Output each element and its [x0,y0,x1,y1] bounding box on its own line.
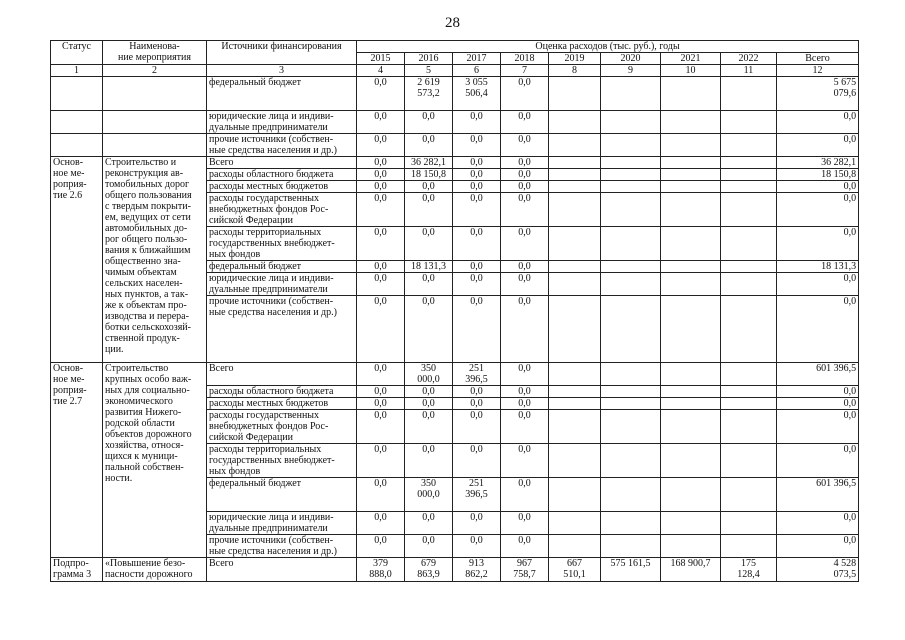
year-value [661,193,721,227]
year-value [601,261,661,273]
year-value [601,535,661,558]
funding-source: федеральный бюджет [207,77,357,111]
year-value [721,478,777,512]
table-row [51,157,859,169]
funding-source: федеральный бюджет [207,478,357,512]
year-value [549,111,601,134]
year-value [721,261,777,273]
year-value [721,134,777,157]
year-value [549,261,601,273]
year-value: 0,0 [405,444,453,478]
year-value: 0,0 [357,363,405,386]
year-value [661,296,721,363]
col-num: 9 [601,65,661,77]
total-value: 0,0 [777,296,859,363]
year-value [601,296,661,363]
year-value [601,410,661,444]
year-value: 0,0 [453,296,501,363]
year-value [721,169,777,181]
year-value [549,181,601,193]
year-value: 0,0 [453,157,501,169]
name-cell [103,77,207,111]
year-value: 0,0 [453,512,501,535]
year-value [549,157,601,169]
year-value [721,273,777,296]
year-value: 0,0 [501,512,549,535]
year-value [721,157,777,169]
year-value: 36 282,1 [405,157,453,169]
year-value [549,296,601,363]
year-value: 0,0 [357,478,405,512]
year-value: 0,0 [453,193,501,227]
year-value [601,444,661,478]
year-value: 667 510,1 [549,558,601,582]
year-value [549,169,601,181]
year-value: 967 758,7 [501,558,549,582]
funding-source: расходы государственных внебюджетных фондов Рос- сийской Федерации [207,410,357,444]
table-row [51,558,859,582]
total-value: 5 675 079,6 [777,77,859,111]
year-value: 175 128,4 [721,558,777,582]
year-value [549,410,601,444]
year-value: 679 863,9 [405,558,453,582]
year-value [601,398,661,410]
year-value: 0,0 [357,181,405,193]
year-value [601,478,661,512]
year-value: 0,0 [405,535,453,558]
status-cell [51,111,103,134]
measure-name: «Повышение безо- пасности дорожного [103,558,207,582]
year-value: 0,0 [405,193,453,227]
year-value: 18 150,8 [405,169,453,181]
funding-source: Всего [207,558,357,582]
total-value: 0,0 [777,512,859,535]
year-value [601,111,661,134]
funding-source: федеральный бюджет [207,261,357,273]
year-value [721,535,777,558]
col-num: 7 [501,65,549,77]
year-value [721,227,777,261]
year-value: 0,0 [405,134,453,157]
header-estimate: Оценка расходов (тыс. руб.), годы [357,41,859,53]
year-value: 0,0 [501,134,549,157]
year-value: 0,0 [453,227,501,261]
year-value: 0,0 [357,169,405,181]
year-value [721,111,777,134]
year-value: 0,0 [453,410,501,444]
year-value: 251 396,5 [453,478,501,512]
year-value [721,444,777,478]
year-value: 0,0 [501,227,549,261]
funding-source: юридические лица и индиви- дуальные предприниматели [207,111,357,134]
year-value: 0,0 [501,535,549,558]
year-value: 0,0 [405,273,453,296]
header-row [51,41,859,53]
year-value [661,363,721,386]
col-num: 11 [721,65,777,77]
year-value: 0,0 [405,111,453,134]
year-value: 350 000,0 [405,363,453,386]
year-value [661,181,721,193]
year-value [601,169,661,181]
year-value [721,296,777,363]
year-value [661,398,721,410]
year-value: 0,0 [357,193,405,227]
year-value: 2 619 573,2 [405,77,453,111]
year-value: 0,0 [453,169,501,181]
measure-name: Строительство крупных особо важ- ных для социально- экономического развития Нижего- родской области объектов дорожного хозяйства, относя- щихся к муници- пальной собствен- ности. [103,363,207,558]
year-value [721,363,777,386]
year-value: 0,0 [501,181,549,193]
funding-source: юридические лица и индиви- дуальные предприниматели [207,273,357,296]
col-num: 4 [357,65,405,77]
year-2019: 2019 [549,53,601,65]
funding-source: расходы территориальных государственных внебюджет- ных фондов [207,227,357,261]
year-value: 0,0 [357,296,405,363]
year-value [601,157,661,169]
year-value: 0,0 [453,398,501,410]
year-value: 0,0 [357,134,405,157]
year-value [601,512,661,535]
funding-source: расходы государственных внебюджетных фондов Рос- сийской Федерации [207,193,357,227]
col-num: 6 [453,65,501,77]
year-value [601,273,661,296]
year-value: 0,0 [357,512,405,535]
year-value [549,535,601,558]
year-value [549,478,601,512]
year-value [661,273,721,296]
year-value [549,363,601,386]
funding-source: прочие источники (собствен- ные средства населения и др.) [207,535,357,558]
year-value [661,261,721,273]
expenditure-table [50,40,859,582]
year-value: 0,0 [357,410,405,444]
table-row [51,77,859,111]
year-value: 0,0 [501,193,549,227]
year-value: 0,0 [405,512,453,535]
year-value: 0,0 [357,77,405,111]
year-value: 0,0 [405,410,453,444]
measure-name: Строительство и реконструкция ав- томобильных дорог общего пользования с твердым покрыти- ем, ведущих от сети автомобильных до- рог общего пользо- вания к ближайшим общественно зна- чимым объектам сельских населен- ных пунктов, а так- же к объектам про- изводства и перера- ботки сельскохозяй- ственной продук- ции. [103,157,207,363]
year-2020: 2020 [601,53,661,65]
year-total: Всего [777,53,859,65]
year-value: 0,0 [453,261,501,273]
total-value: 0,0 [777,410,859,444]
total-value: 0,0 [777,193,859,227]
total-value: 0,0 [777,398,859,410]
year-value [661,227,721,261]
funding-source: Всего [207,157,357,169]
year-value [549,77,601,111]
year-value: 168 900,7 [661,558,721,582]
year-value: 350 000,0 [405,478,453,512]
col-num: 5 [405,65,453,77]
year-value: 0,0 [501,169,549,181]
year-value: 18 131,3 [405,261,453,273]
funding-source: расходы местных бюджетов [207,181,357,193]
year-value [661,77,721,111]
year-value: 0,0 [501,410,549,444]
year-value: 0,0 [501,363,549,386]
header-sources: Источники финансирования [207,41,357,65]
total-value: 0,0 [777,181,859,193]
year-value: 0,0 [501,111,549,134]
year-2015: 2015 [357,53,405,65]
year-value: 0,0 [405,398,453,410]
year-value: 0,0 [501,296,549,363]
year-value [549,134,601,157]
total-value: 0,0 [777,227,859,261]
total-value: 0,0 [777,386,859,398]
year-value: 0,0 [453,134,501,157]
year-2018: 2018 [501,53,549,65]
year-value [549,512,601,535]
funding-source: юридические лица и индиви- дуальные предприниматели [207,512,357,535]
total-value: 0,0 [777,444,859,478]
measure-status: Основ- ное ме- роприя- тие 2.6 [51,157,103,363]
table-row [51,363,859,386]
header-name: Наименова- ние мероприятия [103,41,207,65]
year-value: 0,0 [453,273,501,296]
column-number-row [51,65,859,77]
year-value: 0,0 [501,77,549,111]
year-value [721,181,777,193]
year-2021: 2021 [661,53,721,65]
year-value [601,77,661,111]
total-value: 18 131,3 [777,261,859,273]
total-value: 0,0 [777,111,859,134]
year-value: 0,0 [453,444,501,478]
funding-source: Всего [207,363,357,386]
year-value: 3 055 506,4 [453,77,501,111]
year-value: 0,0 [357,273,405,296]
year-value [549,227,601,261]
year-value: 0,0 [405,386,453,398]
year-value: 0,0 [357,157,405,169]
status-cell [51,77,103,111]
year-value: 0,0 [357,227,405,261]
name-cell [103,111,207,134]
year-2017: 2017 [453,53,501,65]
year-2016: 2016 [405,53,453,65]
col-num: 2 [103,65,207,77]
funding-source: расходы областного бюджета [207,169,357,181]
year-value [721,512,777,535]
year-value: 0,0 [453,535,501,558]
measure-status: Основ- ное ме- роприя- тие 2.7 [51,363,103,558]
status-cell [51,134,103,157]
table-row [51,134,859,157]
total-value: 0,0 [777,535,859,558]
year-value: 251 396,5 [453,363,501,386]
year-value [549,398,601,410]
year-value [601,181,661,193]
funding-source: расходы территориальных государственных внебюджет- ных фондов [207,444,357,478]
table-row [51,111,859,134]
year-value [661,410,721,444]
year-value: 379 888,0 [357,558,405,582]
name-cell [103,134,207,157]
year-value: 0,0 [405,296,453,363]
total-value: 18 150,8 [777,169,859,181]
year-value: 0,0 [357,111,405,134]
year-value: 913 862,2 [453,558,501,582]
year-value [549,273,601,296]
measure-status: Подпро- грамма 3 [51,558,103,582]
funding-source: прочие источники (собствен- ные средства населения и др.) [207,296,357,363]
year-value: 0,0 [501,261,549,273]
year-value [721,398,777,410]
year-value: 0,0 [405,181,453,193]
year-value: 0,0 [501,273,549,296]
year-value [661,535,721,558]
col-num: 10 [661,65,721,77]
year-value: 0,0 [501,478,549,512]
funding-source: расходы областного бюджета [207,386,357,398]
year-value [601,134,661,157]
year-value: 0,0 [501,157,549,169]
year-value: 0,0 [357,535,405,558]
header-status: Статус [51,41,103,65]
year-value: 0,0 [357,444,405,478]
funding-source: прочие источники (собствен- ные средства населения и др.) [207,134,357,157]
year-value [721,193,777,227]
year-value: 0,0 [501,386,549,398]
total-value: 4 528 073,5 [777,558,859,582]
year-value: 0,0 [453,386,501,398]
year-value [661,478,721,512]
col-num: 12 [777,65,859,77]
page-number: 28 [445,15,460,31]
year-value [661,134,721,157]
year-value: 0,0 [453,111,501,134]
year-value: 0,0 [357,398,405,410]
year-value: 0,0 [501,444,549,478]
year-value: 0,0 [405,227,453,261]
year-value: 575 161,5 [601,558,661,582]
col-num: 3 [207,65,357,77]
year-value [661,444,721,478]
year-value: 0,0 [453,181,501,193]
year-value [721,386,777,398]
col-num: 8 [549,65,601,77]
year-value [601,363,661,386]
year-value [601,386,661,398]
year-value [661,169,721,181]
total-value: 0,0 [777,273,859,296]
year-value [661,157,721,169]
year-value: 0,0 [357,386,405,398]
year-value [721,410,777,444]
year-value [661,111,721,134]
col-num: 1 [51,65,103,77]
total-value: 601 396,5 [777,478,859,512]
funding-source: расходы местных бюджетов [207,398,357,410]
year-value [721,77,777,111]
year-value [601,193,661,227]
year-value [601,227,661,261]
total-value: 601 396,5 [777,363,859,386]
year-2022: 2022 [721,53,777,65]
year-value [549,386,601,398]
year-value [549,193,601,227]
year-value [549,444,601,478]
year-value: 0,0 [357,261,405,273]
total-value: 36 282,1 [777,157,859,169]
year-value [661,512,721,535]
total-value: 0,0 [777,134,859,157]
year-value: 0,0 [501,398,549,410]
year-value [661,386,721,398]
